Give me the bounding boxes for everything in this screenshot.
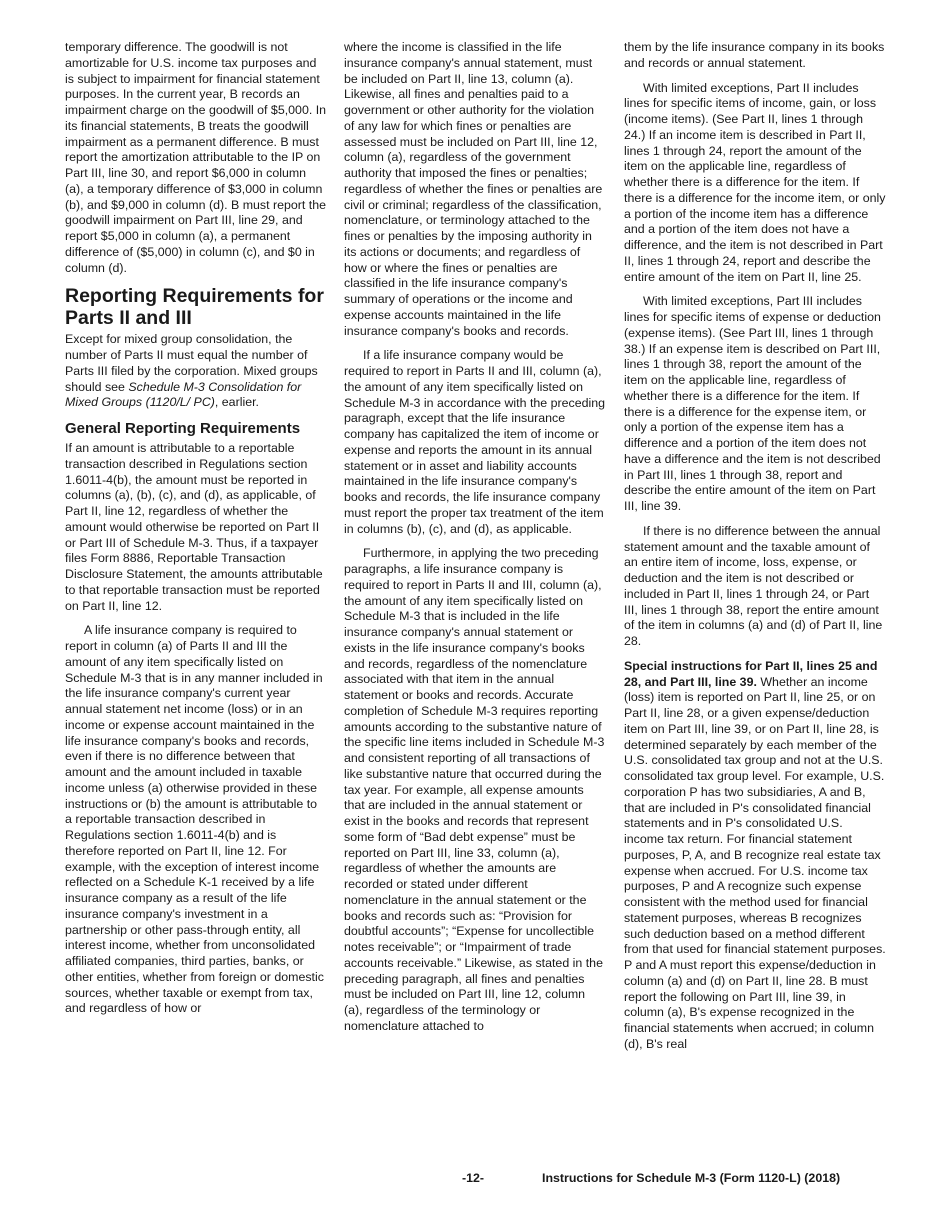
- paragraph: With limited exceptions, Part III includes lines for specific items of expense or deduction (expense items). (See Part III, lines 1 through 38.) If an expense item is described on Part III, lines 1 through 38, report the amount of the item on the applicable line, regardless of whether there is a difference for the item. If there is a difference for the expense item, or only a portion of the expense item has a difference and a portion of the item does not have a difference and the item is not described in Part III, lines 1 through 38, report and describe the entire amount of the item on Part III, line 39.: [624, 294, 881, 513]
- text-run: , earlier.: [214, 395, 259, 410]
- footer-title: Instructions for Schedule M-3 (Form 1120-L) (2018): [542, 1171, 841, 1185]
- subheading-general-reporting: General Reporting Requirements: [65, 420, 301, 437]
- paragraph: With limited exceptions, Part II includes lines for specific items of income, gain, or loss (income items). (See Part II, lines 1 through 24.) If an income item is described in Part II, lines 1 through 24, report the amount of the item on the applicable line, regardless of whether there is a difference for the item. If there is a difference for the income item, or only a portion of the income item has a difference and a portion of the item does not have a difference, and the item is not described in Part II, lines 1 through 24, report and describe the entire amount of the item on Part II, line 25.: [624, 80, 886, 284]
- paragraph: [65, 332, 327, 411]
- paragraph: where the income is classified in the life insurance company's annual statement, must be included on Part II, line 13, column (a). Likewise, all fines and penalties paid to a government or other authority for the violation of any law for which fines or penalties are assessed must be included on Part III, line 12, column (a), regardless of the government authority that imposed the fines or penalties; regardless of whether the fines or penalties are civil or criminal; regardless of the classification, nomenclature, or terminology attached to the fines or penalties by the imposing authority in its actions or documents; and regardless of how or where the fines or penalties are classified in the life insurance company's summary of operations or the income and expense accounts maintained in the life insurance company's books and records.: [344, 40, 603, 338]
- column-2: [344, 40, 606, 1044]
- paragraph: If there is no difference between the annual statement amount and the taxable amount of an entire item of income, loss, expense, or deduction and the item is not described or included in Part II, lines 1 through 24, or Part III, lines 1 through 38, report the entire amount of the item in columns (a) and (d) of Part II, line 28.: [624, 523, 883, 648]
- page-footer: [0, 1171, 950, 1191]
- page-number: -12-: [462, 1171, 485, 1185]
- paragraph: them by the life insurance company in its books and records or annual statement.: [624, 40, 885, 70]
- italic-reference: Schedule M-3 Consolidation for Mixed Groups (1120/L/ PC): [65, 379, 302, 410]
- text-run: Except for mixed group consolidation, the number of Parts II must equal the number of Parts III filed by the corporation. Mixed groups should see: [65, 332, 318, 394]
- paragraph: Furthermore, in applying the two preceding paragraphs, a life insurance company is required to report in Parts II and III, column (a), the amount of any item specifically listed on Schedule M-3 that is included in the life insurance company's annual statement or exists in the life insurance company's books and records, regardless of the nomenclature associated with that item in the annual statement or books and records. Accurate completion of Schedule M-3 requires reporting amounts according to the substantive nature of the specific line items included in Schedule M-3 and consistent reporting of all transactions of like substantive nature that occurred during the tax year. For example, all expense amounts that are included in the annual statement or exist in the books and records that represent some form of “Bad debt expense” must be reported on Part III, line 33, column (a), regardless of whether the amounts are recorded or stated under different nomenclature in the annual statement or the books and records such as: “Provision for doubtful accounts”; “Expense for uncollectible notes receivable”; or “Impairment of trade accounts receivable.” Likewise, as stated in the preceding paragraph, all fines and penalties must be included on Part III, line 12, column (a), regardless of the terminology or nomenclature attached to: [344, 546, 605, 1033]
- column-1: [65, 40, 327, 1026]
- bold-run-heading: Special instructions for Part II, lines 25 and 28, and Part III, line 39.: [624, 658, 878, 689]
- column-3: [624, 40, 886, 1062]
- paragraph: A life insurance company is required to report in column (a) of Parts II and III the amount of any item specifically listed on Schedule M-3 that is in any manner included in the life insurance company's current year annual statement net income (loss) or in an income or expense account maintained in the life insurance company's books and records, even if there is no difference between that amount and the amount included in taxable income unless (a) otherwise provided in these instructions or (b) the amount is attributable to a reportable transaction described in Regulations section 1.6011-4(b) and is therefore reported on Part II, line 12. For example, with the exception of interest income reflected on a Schedule K-1 received by a life insurance company as a result of the life insurance company's investment in a partnership or other pass-through entity, all interest income, whether from unconsolidated affiliated companies, third parties, banks, or other entities, whether from foreign or domestic sources, whether taxable or exempt from tax, and regardless of how or: [65, 623, 324, 1016]
- paragraph: [624, 659, 886, 1053]
- text-run: Whether an income (loss) item is reported on Part II, line 25, or on Part II, line 28, or a given expense/deduction item on Part III, line 39, or on Part II, line 28, is determined separately by each member of the U.S. consolidated tax group and not at the U.S. consolidated tax group level. For example, U.S. corporation P has two subsidiaries, A and B, that are included in P's consolidated financial statements and in P's consolidated U.S. income tax return. For financial statement purposes, P, A, and B recognize real estate tax expense when accrued. For U.S. income tax purposes, P and A recognize such expense consistent with the method used for financial statement purposes, whereas B recognizes such deduction based on a method different from that used for financial statement purposes. P and A must report this expense/deduction in column (a) and (d) on Part II, line 28. B must report the following on Part III, line 39, in column (a), B's expense recognized in the financial statements when accrued; in column (d), B's real: [624, 674, 886, 1051]
- paragraph: If an amount is attributable to a reportable transaction described in Regulations section 1.6011-4(b), the amount must be reported in columns (a), (b), (c), and (d), as applicable, of Part II, line 12, regardless of whether the amount would otherwise be reported on Part II or Part III of Schedule M-3. Thus, if a taxpayer files Form 8886, Reportable Transaction Disclosure Statement, the amounts attributable to that reportable transaction must be reported on Part II, line 12.: [65, 441, 323, 613]
- section-heading-reporting-requirements: Reporting Requirements for Parts II and III: [65, 285, 324, 330]
- paragraph: If a life insurance company would be required to report in Parts II and III, column (a), the amount of any item specifically listed on Schedule M-3 in accordance with the preceding paragraph, except that the life insurance company has capitalized the item of income or expense and reports the amount in its annual statement or in asset and liability accounts maintained in the life insurance company's books and records, the life insurance company must report the proper tax treatment of the item in columns (b), (c), and (d), as applicable.: [344, 348, 606, 536]
- paragraph: temporary difference. The goodwill is not amortizable for U.S. income tax purposes and is subject to impairment for financial statement purposes. In the current year, B records an impairment charge on the goodwill of $5,000. In its financial statements, B treats the goodwill impairment as a permanent difference. B must report the amortization attributable to the IP on Part III, line 30, and report $6,000 in column (a), a temporary difference of $3,000 in column (b), and $9,000 in column (d). B must report the goodwill impairment on Part III, line 29, and report $5,000 in column (a), a permanent difference of ($5,000) in column (c), and $0 in column (d).: [65, 40, 327, 275]
